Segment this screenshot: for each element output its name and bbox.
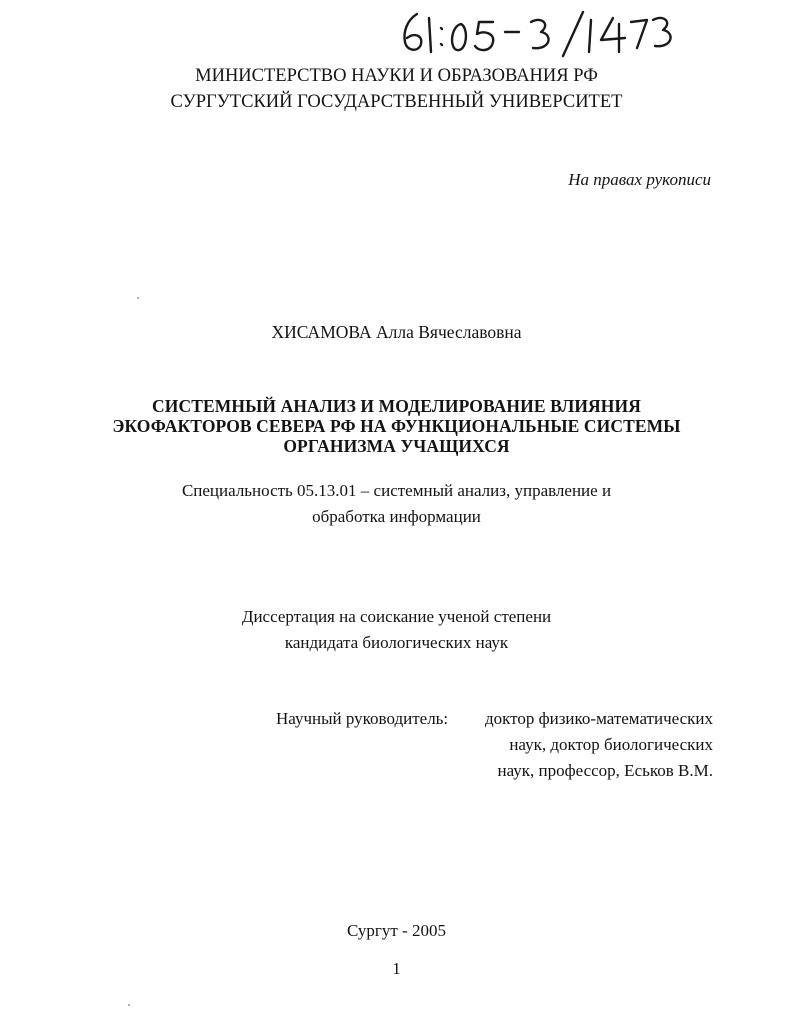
author-surname: ХИСАМОВА (271, 322, 372, 342)
dissertation-line-2: кандидата биологических наук (284, 633, 509, 652)
supervisor-label: Научный руководитель: (276, 709, 449, 728)
author-name (0, 322, 793, 343)
university-name: СУРГУТСКИЙ ГОСУДАРСТВЕННЫЙ УНИВЕРСИТЕТ (170, 92, 623, 112)
title-line-3: ОРГАНИЗМА УЧАЩИХСЯ (283, 436, 510, 456)
dissertation-line-1: Диссертация на соискание ученой степени (241, 607, 552, 626)
title-line-1: СИСТЕМНЫЙ АНАЛИЗ И МОДЕЛИРОВАНИЕ ВЛИЯНИЯ (152, 396, 641, 416)
specialty-line-2: обработка информации (312, 507, 481, 526)
page-number: 1 (392, 959, 401, 978)
rights-note: На правах рукописи (568, 170, 711, 189)
scan-speck (137, 297, 139, 299)
supervisor-line-1: доктор физико-математических (484, 709, 713, 728)
scan-speck (128, 1004, 130, 1006)
city-year: Сургут - 2005 (347, 921, 446, 940)
author-given-names: Алла Вячеславовна (375, 322, 522, 342)
handwritten-archive-number (395, 2, 685, 60)
specialty-line-1: Специальность 05.13.01 – системный анализ, управление и (181, 481, 612, 500)
ministry-name: МИНИСТЕРСТВО НАУКИ И ОБРАЗОВАНИЯ РФ (195, 66, 598, 86)
supervisor-line-2: наук, доктор биологических (509, 735, 713, 754)
title-line-2: ЭКОФАКТОРОВ СЕВЕРА РФ НА ФУНКЦИОНАЛЬНЫЕ СИСТЕМЫ (112, 416, 681, 436)
supervisor-line-3: наук, профессор, Еськов В.М. (497, 761, 713, 780)
